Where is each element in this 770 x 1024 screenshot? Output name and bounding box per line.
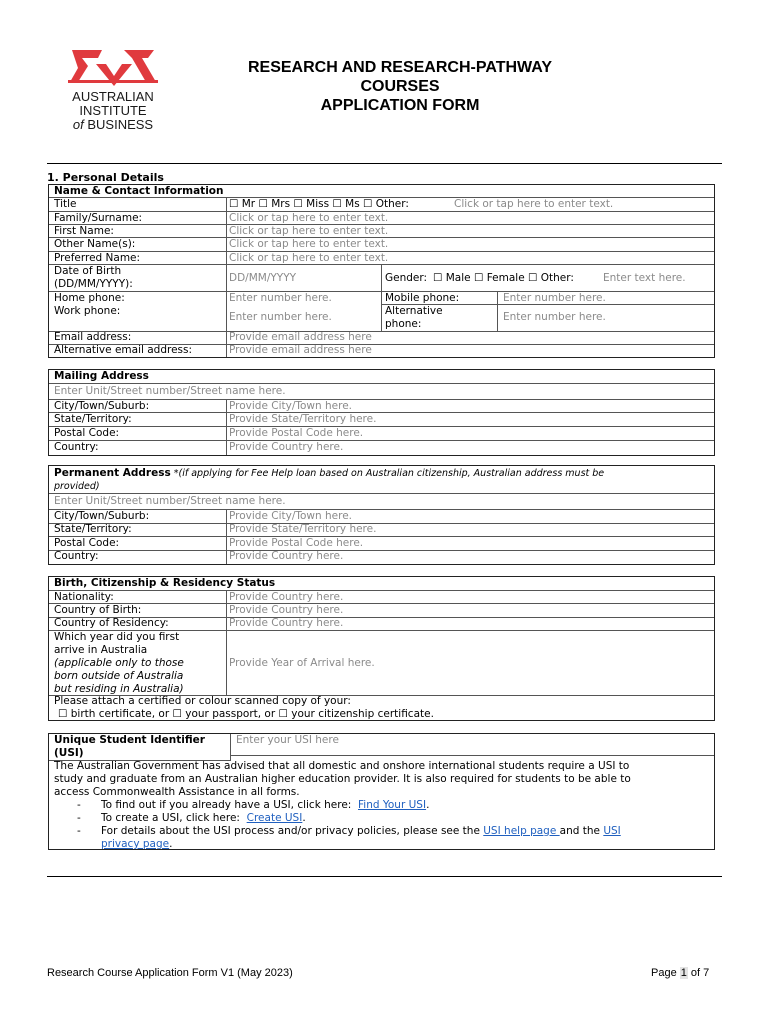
mailing-country-field[interactable]: Provide Country here. [229,441,344,453]
usi-bullet-1-text: To find out if you already have a USI, click here: [101,799,352,811]
usi-bullet-3-text: For details about the USI process and/or privacy policies, please see the [101,825,480,837]
usi-privacy-page-link[interactable]: privacy page [101,838,170,850]
row-divider [49,331,714,332]
usi-bullet-2-period: . [302,812,306,824]
permanent-note-1: *(if applying for Fee Help loan based on Australian citizenship, Australian address must be [170,468,605,479]
mobile-phone-label: Mobile phone: [385,292,460,304]
mobile-phone-field[interactable]: Enter number here. [503,292,606,304]
country-of-residency-field[interactable]: Provide Country here. [229,617,344,629]
form-title [200,58,600,115]
column-divider [497,291,498,331]
footer-doc-title: Research Course Application Form V1 (May 2023) [47,967,293,979]
column-divider [226,197,227,357]
permanent-postal-label: Postal Code: [54,537,120,549]
name-contact-box [48,184,715,358]
permanent-country-label: Country: [54,550,99,562]
birth-heading: Birth, Citizenship & Residency Status [54,577,276,589]
mailing-heading: Mailing Address [54,370,149,382]
alt-email-field[interactable]: Provide email address here [229,344,372,356]
permanent-postal-field[interactable]: Provide Postal Code here. [229,537,364,549]
mailing-address-box [48,369,715,456]
work-phone-label: Work phone: [54,305,121,317]
year-of-arrival-field[interactable]: Provide Year of Arrival here. [229,657,375,669]
page-current: 1 [680,967,687,979]
row-divider [49,590,714,591]
title-line-3: APPLICATION FORM [320,97,480,114]
row-divider [49,440,714,441]
row-divider [49,493,714,494]
column-divider [381,291,382,331]
column-divider [381,264,382,293]
usi-paragraph-3: access Commonwealth Assistance in all forms. [54,786,300,798]
arrival-question-1: Which year did you first [54,631,180,643]
bullet-dash: - [77,812,81,824]
permanent-note-2: provided) [54,481,100,492]
arrival-question-3: (applicable only to those [54,657,184,669]
column-divider [230,734,231,760]
usi-box [48,733,715,850]
arrival-question-4: born outside of Australia [54,670,184,682]
country-of-residency-label: Country of Residency: [54,617,169,629]
title-options-checkboxes[interactable]: ☐ Mr ☐ Mrs ☐ Miss ☐ Ms ☐ Other: [229,198,409,210]
usi-bullet-3-cont [101,838,172,851]
country-of-birth-field[interactable]: Provide Country here. [229,604,344,616]
family-label: Family/Surname: [54,212,143,224]
mailing-state-label: State/Territory: [54,413,132,425]
nationality-label: Nationality: [54,591,114,603]
title-label: Title [54,198,77,210]
usi-label-2: (USI) [54,747,84,759]
logo-line-1: AUSTRALIAN [72,89,154,104]
row-divider [49,603,714,604]
usi-paragraph-2: study and graduate from an Australian higher education provider. It is also required for students to be able to [54,773,631,785]
usi-bullet-3-period: . [169,838,173,850]
title-other-field[interactable]: Click or tap here to enter text. [454,198,614,210]
footer-page-number [651,967,709,979]
usi-bullet-3-mid: and the [559,825,600,837]
row-divider [230,755,714,756]
usi-bullet-3 [101,825,621,838]
usi-bullet-2 [101,812,306,825]
footer-divider [47,876,722,877]
logo-line-3-rest: BUSINESS [83,117,154,132]
usi-label-1: Unique Student Identifier [54,734,205,746]
name-contact-heading: Name & Contact Information [54,185,224,197]
title-line-1: RESEARCH AND RESEARCH-PATHWAY [247,59,553,76]
first-name-label: First Name: [54,225,114,237]
home-phone-field[interactable]: Enter number here. [229,292,332,304]
preferred-name-field[interactable]: Click or tap here to enter text. [229,252,389,264]
permanent-city-label: City/Town/Suburb: [54,510,150,522]
mailing-city-field[interactable]: Provide City/Town here. [229,400,353,412]
aib-logo-mark-icon [58,44,168,86]
usi-bullet-1-period: . [426,799,430,811]
usi-privacy-link-part-1[interactable]: USI [603,825,621,837]
mailing-country-label: Country: [54,441,99,453]
preferred-name-label: Preferred Name: [54,252,141,264]
logo-wordmark [58,90,168,132]
usi-paragraph-1: The Australian Government has advised that all domestic and onshore international students require a USI to [54,760,630,772]
dob-label-1: Date of Birth [54,265,122,277]
aib-logo [58,44,168,140]
row-divider [49,536,714,537]
column-divider [226,590,227,695]
country-of-birth-label: Country of Birth: [54,604,142,616]
first-name-field[interactable]: Click or tap here to enter text. [229,225,389,237]
mailing-street-field[interactable]: Enter Unit/Street number/Street name here. [54,385,286,397]
arrival-question-5: but residing in Australia) [54,683,184,695]
gender-other-field[interactable]: Enter text here. [603,272,686,284]
section-title: 1. Personal Details [47,171,164,184]
permanent-street-field[interactable]: Enter Unit/Street number/Street name here. [54,495,286,507]
dob-field[interactable]: DD/MM/YYYY [229,272,297,284]
permanent-heading: Permanent Address [54,467,171,479]
bullet-dash: - [77,825,81,837]
row-divider [49,550,714,551]
page-prefix: Page [651,967,680,979]
email-field[interactable]: Provide email address here [229,331,372,343]
mailing-state-field[interactable]: Provide State/Territory here. [229,413,377,425]
logo-line-3-italic: of [72,117,84,132]
row-divider [49,412,714,413]
attach-document-checkboxes[interactable]: ☐ birth certificate, or ☐ your passport, or ☐ your citizenship certificate. [58,708,434,720]
alt-phone-field[interactable]: Enter number here. [503,311,606,323]
row-divider [49,383,714,384]
gender-label: Gender: [385,272,428,284]
birth-citizenship-box [48,576,715,721]
row-divider [49,426,714,427]
alt-phone-label-1: Alternative [385,305,443,317]
title-line-2: COURSES [360,78,440,95]
row-divider [49,523,714,524]
column-divider [226,399,227,455]
permanent-state-field[interactable]: Provide State/Territory here. [229,523,377,535]
logo-line-3 [58,118,168,132]
logo-line-2: INSTITUTE [79,103,147,118]
permanent-heading-line [54,467,604,480]
dob-label-2: (DD/MM/YYYY): [54,278,133,290]
header-divider [47,163,722,164]
mailing-postal-label: Postal Code: [54,427,120,439]
usi-bullet-1 [101,799,429,812]
permanent-state-label: State/Territory: [54,523,132,535]
work-phone-field[interactable]: Enter number here. [229,311,332,323]
permanent-address-box [48,465,715,565]
create-usi-link[interactable]: Create USI [246,812,303,824]
mailing-city-label: City/Town/Suburb: [54,400,150,412]
gender-options-checkboxes[interactable]: ☐ Male ☐ Female ☐ Other: [433,272,574,284]
usi-bullet-2-text: To create a USI, click here: [101,812,240,824]
other-names-label: Other Name(s): [54,238,136,250]
usi-help-page-link[interactable]: USI help page [483,825,560,837]
alt-email-label: Alternative email address: [54,344,193,356]
other-names-field[interactable]: Click or tap here to enter text. [229,238,389,250]
permanent-city-field[interactable]: Provide City/Town here. [229,510,353,522]
email-label: Email address: [54,331,132,343]
arrival-question-2: arrive in Australia [54,644,148,656]
bullet-dash: - [77,799,81,811]
family-field[interactable]: Click or tap here to enter text. [229,212,389,224]
nationality-field[interactable]: Provide Country here. [229,591,344,603]
mailing-postal-field[interactable]: Provide Postal Code here. [229,427,364,439]
usi-field[interactable]: Enter your USI here [236,734,339,746]
alt-phone-label-2: phone: [385,318,422,330]
find-usi-link[interactable]: Find Your USI [358,799,427,811]
permanent-country-field[interactable]: Provide Country here. [229,550,344,562]
page-total: of 7 [687,967,710,979]
home-phone-label: Home phone: [54,292,125,304]
attach-instruction: Please attach a certified or colour scanned copy of your: [54,695,351,707]
